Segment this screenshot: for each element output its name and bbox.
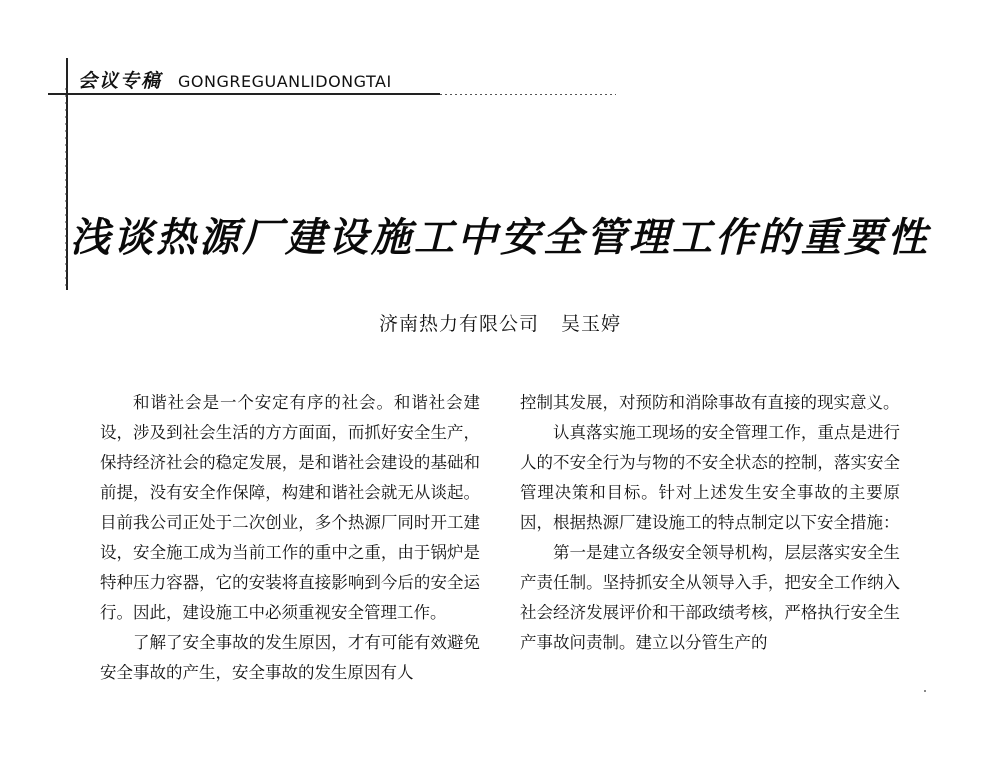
section-label: 会议专稿 [78,70,163,92]
section-header [78,66,392,92]
body-column-right [520,388,900,658]
paragraph: 认真落实施工现场的安全管理工作，重点是进行人的不安全行为与物的不安全状态的控制，落实安全管理决策和目标。针对上述发生安全事故的主要原因，根据热源厂建设施工的特点制定以下安全措施： [520,423,900,532]
paragraph: 第一是建立各级安全领导机构，层层落实安全生产责任制。坚持抓安全从领导入手，把安全工作纳入社会经济发展评价和干部政绩考核，严格执行安全生产事故问责制。建立以分管生产的 [520,543,900,652]
paragraph: 和谐社会是一个安定有序的社会。和谐社会建设，涉及到社会生活的方方面面，而抓好安全生产，保持经济社会的稳定发展，是和谐社会建设的基础和前提，没有安全作保障，构建和谐社会就无从谈起。目前我公司正处于二次创业，多个热源厂同时开工建设，安全施工成为当前工作的重中之重，由于锅炉是特种压力容器，它的安装将直接影响到今后的安全运行。因此，建设施工中必须重视安全管理工作。 [100,393,480,622]
scan-speck [924,690,926,692]
header-rule [48,93,440,95]
byline [0,309,1000,336]
header-rule-dotted [440,94,616,95]
author-organization: 济南热力有限公司 [378,313,539,335]
author-name: 吴玉婷 [561,313,622,335]
body-column-left [100,388,480,688]
paragraph-continued: 控制其发展，对预防和消除事故有直接的现实意义。 [520,393,900,412]
paragraph: 了解了安全事故的发生原因，才有可能有效避免安全事故的产生，安全事故的发生原因有人 [100,633,480,682]
article-title: 浅谈热源厂建设施工中安全管理工作的重要性 [70,214,930,261]
section-label-english: GONGREGUANLIDONGTAI [178,72,392,91]
